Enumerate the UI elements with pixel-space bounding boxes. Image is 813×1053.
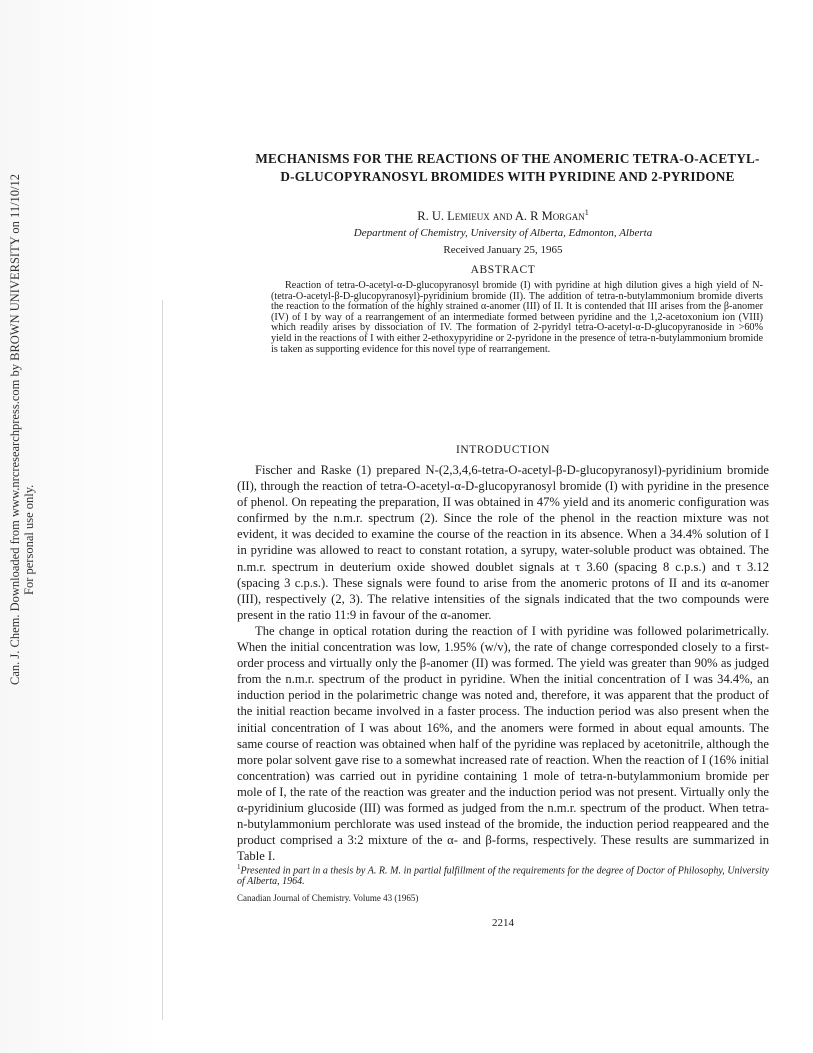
article-title: MECHANISMS FOR THE REACTIONS OF THE ANOMERIC TETRA-O-ACETYL-D-GLUCOPYRANOSYL BROMIDES WITH PYRIDINE AND 2-PYRIDONE (255, 151, 760, 184)
footnote-marker: 1 (237, 863, 241, 871)
body-paragraph: Fischer and Raske (1) prepared N-(2,3,4,6-tetra-O-acetyl-β-D-glucopyranosyl)-pyridinium bromide (II), through the reaction of tetra-O-acetyl-α-D-glucopyranosyl bromide (I) with pyridine in the presence of phenol. On repeating the preparation, II was obtained in 47% yield and its anomeric configuration was confirmed by the n.m.r. spectrum (2). Since the role of the phenol in the reaction mixture was not evident, it was decided to examine the course of the reaction in its absence. When a 34.4% solution of I in pyridine was allowed to react to constant rotation, a syrupy, water-soluble product was obtained. The n.m.r. spectrum in deuterium oxide showed doublet signals at τ 3.60 (spacing 8 c.p.s.) and τ 3.12 (spacing 3 c.p.s.). These signals were found to arise from the anomeric protons of II and its α-anomer (III), respectively (2, 3). The relative intensities of the signals indicated that the two compounds were present in the ratio 11:9 in favour of the α-anomer. (237, 463, 769, 622)
affiliation: Department of Chemistry, University of Alberta, Edmonton, Alberta (353, 227, 653, 239)
abstract-heading: ABSTRACT (470, 264, 536, 276)
personal-use-watermark-text: For personal use only. (22, 484, 36, 595)
author-names: R. U. Lemieux and A. R Morgan (417, 209, 585, 224)
author-line (237, 208, 769, 224)
footnote-text: Presented in part in a thesis by A. R. M. in partial fulfillment of the requirements for the degree of Doctor of Philosophy, University of Alberta, 1964. (237, 865, 769, 888)
introduction-heading: INTRODUCTION (455, 444, 551, 456)
download-watermark (8, 0, 22, 1053)
abstract-text: Reaction of tetra-O-acetyl-α-D-glucopyranosyl bromide (I) with pyridine at high dilution gives a high yield of N-(tetra-O-acetyl-β-D-glucopyranosyl)-pyridinium bromide (II). The addition of tetra-n-butylammonium bromide diverts the reaction to the formation of the highly strained α-anomer (III) of II. It is contended that III arises from the β-anomer (IV) of I by way of a rearrangement of an intermediate formed between pyridine and the 1,2-acetoxonium ion (VIII) which readily arises by dissociation of IV. The formation of 2-pyridyl tetra-O-acetyl-α-D-glucopyranoside in >60% yield in the reactions of I with either 2-ethoxypyridine or 2-pyridone in the presence of tetra-n-butylammonium bromide is taken as supporting evidence for this novel type of rearrangement. (271, 280, 763, 355)
download-watermark-text: Can. J. Chem. Downloaded from www.nrcresearchpress.com by BROWN UNIVERSITY on 11/10/12 (8, 173, 22, 685)
journal-citation: Canadian Journal of Chemistry. Volume 43 (1965) (237, 893, 419, 903)
received-date: Received January 25, 1965 (443, 244, 563, 256)
personal-use-watermark (22, 0, 36, 1053)
author-footnote-marker: 1 (584, 208, 589, 217)
introduction-body (237, 462, 769, 864)
footnote (237, 862, 769, 887)
page-number: 2214 (492, 917, 514, 929)
body-paragraph: The change in optical rotation during the reaction of I with pyridine was followed polarimetrically. When the initial concentration was low, 1.95% (w/v), the rate of change corresponded closely to a first-order process and virtually only the β-anomer (II) was formed. The yield was greater than 90% as judged from the n.m.r. spectrum of the product in pyridine. When the initial concentration of I was 34.4%, an induction period in the polarimetric change was noted and, therefore, it was apparent that the product of the initial reaction became involved in a faster process. The induction period was also present when the initial concentration of I was about 16%, and the anomers were formed in about equal amounts. The same course of reaction was obtained when half of the pyridine was replaced by acetonitrile, although the more polar solvent gave rise to a somewhat increased rate of reaction. When the reaction of I (16% initial concentration) was carried out in pyridine containing 1 mole of tetra-n-butylammonium bromide per mole of I, the rate of the reaction was greater and the induction period was not present. Virtually only the α-pyridinium glucoside (III) was formed as judged from the n.m.r. spectrum of the product. When tetra-n-butylammonium perchlorate was used instead of the bromide, the induction period reappeared and the product comprised a 3:2 mixture of the α- and β-forms, respectively. These results are summarized in Table I. (237, 623, 769, 864)
